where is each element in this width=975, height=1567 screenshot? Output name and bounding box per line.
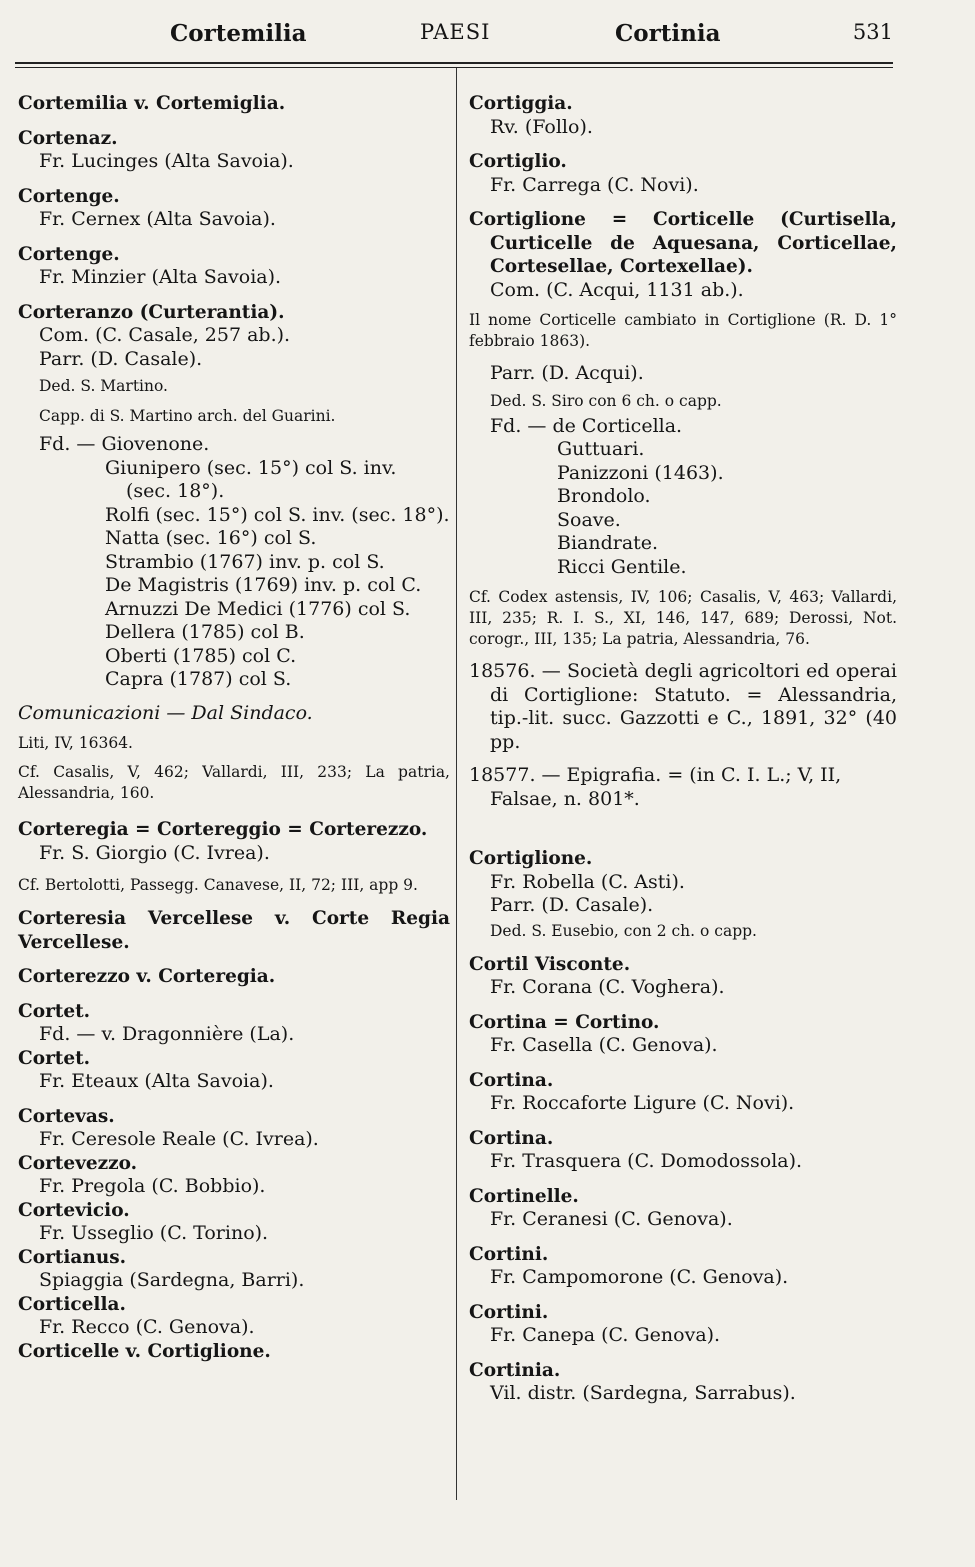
family-line: Fd. — de Corticella. xyxy=(490,414,683,437)
family-line: Brondolo. xyxy=(557,485,651,507)
entry-headword: Cortina. xyxy=(469,1069,554,1091)
entry-references: Cf. Bertolotti, Passegg. Canavese, II, 72; III, app 9. xyxy=(18,876,418,894)
family-line: (sec. 18°). xyxy=(126,480,225,502)
header-left-word: Cortemilia xyxy=(170,20,307,47)
entry-headword: Cortiglio. xyxy=(469,151,567,172)
entry-fraction: Fr. Trasquera (C. Domodossola). xyxy=(490,1150,803,1172)
entry-headword: Cortenge. xyxy=(18,185,120,207)
entry-cortina-2 xyxy=(469,1069,897,1116)
entry-dedication: Ded. S. Eusebio, con 2 ch. o capp. xyxy=(490,921,757,940)
entry-cortinelle xyxy=(469,1185,897,1232)
entry-families xyxy=(18,433,450,692)
entry-fraction: Fr. Cernex (Alta Savoia). xyxy=(39,208,276,230)
entry-headword: Cortenaz. xyxy=(18,127,118,149)
entry-headword: Cortevas. xyxy=(18,1105,115,1127)
entry-fraction: Fr. Corana (C. Voghera). xyxy=(490,976,725,998)
entry-corteresia xyxy=(18,907,450,954)
entry-headword: Cortiglione = Corticelle (Curtisella, Curticelle de Aquesana, Corticellae, Cortesellae, Cortexellae). xyxy=(469,209,897,277)
entry-cortiglione-1 xyxy=(469,208,897,811)
entry-cortenge-1 xyxy=(18,185,450,232)
family-line: Natta (sec. 16°) col S. xyxy=(105,527,317,549)
entry-corticella xyxy=(18,1293,450,1340)
family-line: Oberti (1785) col C. xyxy=(105,644,297,667)
family-line: Biandrate. xyxy=(557,532,659,554)
entry-headword: Cortini. xyxy=(469,1301,549,1323)
entry-cortini-2 xyxy=(469,1301,897,1348)
entry-fraction: Fr. Roccaforte Ligure (C. Novi). xyxy=(490,1092,795,1114)
page-number: 531 xyxy=(852,20,893,44)
entry-headword: Cortinelle. xyxy=(469,1185,579,1207)
right-column xyxy=(469,92,897,1406)
entry-cortiglio xyxy=(469,150,897,197)
entry-headword: Corterezzo v. Corteregia. xyxy=(18,966,276,987)
entry-fraction: Fr. Carrega (C. Novi). xyxy=(490,173,699,196)
entry-fraction: Fr. Usseglio (C. Torino). xyxy=(39,1222,269,1244)
bibliography-item-18576: 18576. — Società degli agricoltori ed operai di Cortiglione: Statuto. = Alessandria, tip.-lit. succ. Gazzotti e C., 1891, 32° (40 pp. xyxy=(469,660,897,753)
entry-headword: Corteresia Vercellese v. Corte Regia Vercellese. xyxy=(18,908,450,953)
entry-cortiglione-2 xyxy=(469,847,897,942)
family-line: Arnuzzi De Medici (1776) col S. xyxy=(105,597,411,620)
header-section-title: PAESI xyxy=(420,20,491,44)
entry-cortil-visconte xyxy=(469,953,897,1000)
entry-families xyxy=(469,415,897,580)
entry-headword: Cortet. xyxy=(18,1000,91,1022)
entry-chapel: Capp. di S. Martino arch. del Guarini. xyxy=(39,407,336,425)
entry-commune: Com. (C. Casale, 257 ab.). xyxy=(39,324,291,346)
entry-parish: Parr. (D. Casale). xyxy=(490,894,654,916)
entry-communications: Comunicazioni — Dal Sindaco. xyxy=(18,701,313,724)
entry-fraction: Fr. Recco (C. Genova). xyxy=(39,1316,255,1338)
family-line: Dellera (1785) col B. xyxy=(105,621,305,643)
family-line: Ricci Gentile. xyxy=(557,555,687,578)
entry-litigation: Liti, IV, 16364. xyxy=(18,734,133,752)
family-line: Giunipero (sec. 15°) col S. inv. xyxy=(105,456,397,479)
entry-headword: Cortemilia v. Cortemiglia. xyxy=(18,93,286,114)
header-rule xyxy=(15,62,893,64)
entry-corticelle xyxy=(18,1340,450,1364)
entry-headword: Corticella. xyxy=(18,1293,126,1315)
header-rule-thin xyxy=(15,67,893,68)
entry-headword: Cortianus. xyxy=(18,1246,127,1268)
entry-river: Rv. (Follo). xyxy=(490,115,593,138)
entry-fraction: Fr. Canepa (C. Genova). xyxy=(490,1324,721,1346)
entry-parish: Parr. (D. Acqui). xyxy=(490,362,644,384)
family-line: Panizzoni (1463). xyxy=(557,461,724,484)
entry-cortet-2 xyxy=(18,1047,450,1094)
entry-fraction: Fr. Ceranesi (C. Genova). xyxy=(490,1208,733,1230)
header-right-word: Cortinia xyxy=(615,20,721,47)
entry-fraction: Fr. Lucinges (Alta Savoia). xyxy=(39,150,294,172)
entry-fraction: Fr. Campomorone (C. Genova). xyxy=(490,1266,789,1288)
entry-dedication: Ded. S. Siro con 6 ch. o capp. xyxy=(490,391,722,410)
entry-headword: Cortiglione. xyxy=(469,848,593,869)
entry-headword: Corteregia = Cortereggio = Corterezzo. xyxy=(18,819,428,840)
entry-headword: Cortinia. xyxy=(469,1359,561,1381)
family-line: Guttuari. xyxy=(557,438,645,460)
entry-cortevezzo xyxy=(18,1152,450,1199)
entry-cortenaz xyxy=(18,127,450,174)
entry-headword: Cortiggia. xyxy=(469,93,573,114)
entry-cortiggia xyxy=(469,92,897,139)
entry-dedication: Ded. S. Martino. xyxy=(39,377,168,395)
left-column xyxy=(18,92,450,1363)
entry-fraction: Fr. Minzier (Alta Savoia). xyxy=(39,266,282,288)
entry-cortemilia xyxy=(18,92,450,116)
entry-fraction: Fr. Casella (C. Genova). xyxy=(490,1034,718,1056)
entry-headword: Cortil Visconte. xyxy=(469,953,631,975)
entry-cortina-1 xyxy=(469,1011,897,1058)
entry-cortet-1 xyxy=(18,1000,450,1047)
entry-cortini-1 xyxy=(469,1243,897,1290)
entry-fraction: Fr. Ceresole Reale (C. Ivrea). xyxy=(39,1128,319,1150)
entry-corterezzo xyxy=(18,965,450,989)
entry-headword: Cortini. xyxy=(469,1243,549,1265)
entry-cortenge-2 xyxy=(18,243,450,290)
entry-cortianus xyxy=(18,1246,450,1293)
entry-cortinia xyxy=(469,1359,897,1406)
entry-fraction: Fr. Eteaux (Alta Savoia). xyxy=(39,1070,274,1092)
entry-fraction: Fr. Pregola (C. Bobbio). xyxy=(39,1175,266,1197)
entry-headword: Corticelle v. Cortiglione. xyxy=(18,1340,271,1362)
entry-headword: Cortevicio. xyxy=(18,1199,130,1221)
family-line: Strambio (1767) inv. p. col S. xyxy=(105,550,385,573)
column-divider xyxy=(456,68,457,1500)
entry-headword: Cortenge. xyxy=(18,243,120,265)
entry-parish: Parr. (D. Casale). xyxy=(39,347,203,370)
running-header xyxy=(15,20,893,54)
entry-family-ref: Fd. — v. Dragonnière (La). xyxy=(39,1023,295,1045)
entry-references: Cf. Codex astensis, IV, 106; Casalis, V, 463; Vallardi, III, 235; R. I. S., XI, 146, 147, 689; Derossi, Not. corogr., III, 135; La patria, Alessandria, 76. xyxy=(469,588,897,648)
entry-headword: Cortet. xyxy=(18,1047,91,1069)
entry-village: Vil. distr. (Sardegna, Sarrabus). xyxy=(490,1382,796,1404)
family-line: Fd. — Giovenone. xyxy=(39,433,210,455)
entry-cortina-3 xyxy=(469,1127,897,1174)
entry-cortevas xyxy=(18,1105,450,1152)
family-line: Soave. xyxy=(557,508,621,531)
entry-headword: Cortina. xyxy=(469,1127,554,1149)
entry-headword: Cortina = Cortino. xyxy=(469,1011,660,1033)
family-line: Capra (1787) col S. xyxy=(105,668,292,690)
entry-fraction: Fr. Robella (C. Asti). xyxy=(490,870,685,893)
entry-fraction: Fr. S. Giorgio (C. Ivrea). xyxy=(39,841,270,864)
entry-headword: Corteranzo (Curterantia). xyxy=(18,301,285,323)
entry-references: Cf. Casalis, V, 462; Vallardi, III, 233; La patria, Alessandria, 160. xyxy=(18,763,450,802)
family-line: Rolfi (sec. 15°) col S. inv. (sec. 18°). xyxy=(105,503,450,526)
entry-corteranzo xyxy=(18,301,450,805)
entry-cortevicio xyxy=(18,1199,450,1246)
entry-name-note: Il nome Corticelle cambiato in Cortiglione (R. D. 1° febbraio 1863). xyxy=(469,311,897,350)
entry-description: Spiaggia (Sardegna, Barri). xyxy=(39,1269,305,1291)
entry-commune: Com. (C. Acqui, 1131 ab.). xyxy=(490,278,744,301)
family-line: De Magistris (1769) inv. p. col C. xyxy=(105,574,422,596)
bibliography-item-18577: 18577. — Epigrafia. = (in C. I. L.; V, II, Falsae, n. 801*. xyxy=(469,764,842,810)
entry-headword: Cortevezzo. xyxy=(18,1152,138,1174)
entry-corteregia xyxy=(18,818,450,896)
